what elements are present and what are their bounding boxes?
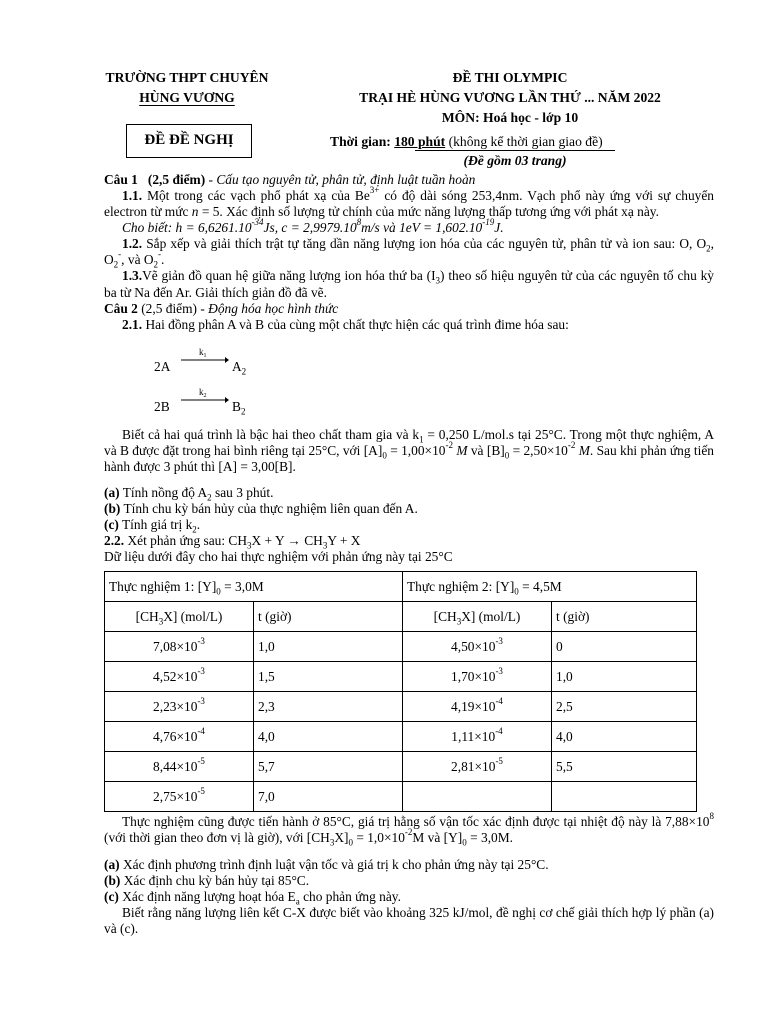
q2b-c-label: (c) <box>104 888 119 904</box>
table-row <box>105 752 697 782</box>
q2b-final: Biết rằng năng lượng liên kết C-X được biết vào khoảng 325 kJ/mol, đề nghị cơ chế giải thích hợp lý phần (a) và (c). <box>104 904 714 936</box>
given-a: Cho biết: h = 6,6261.10 <box>122 220 252 236</box>
time-note: (không kể thời gian giao đề) <box>448 134 603 149</box>
q2-c <box>104 517 714 533</box>
q2-paragraph <box>104 427 714 475</box>
o22-sup: - <box>158 249 162 260</box>
col-conc-2: $[CH_3X]$ (mol/L) <box>403 602 552 632</box>
q2-c-text: Tính giá trị k <box>118 517 193 533</box>
given-c: m/s và 1eV = 1,602.10 <box>361 220 483 236</box>
rx1-arrow-icon <box>179 345 229 367</box>
q1-p2-mid: , O <box>104 236 714 268</box>
i3-sub: 3 <box>435 276 441 287</box>
q2b-a-text: Xác định phương trình định luật vận tốc và giá trị k cho phản ứng này tại 25°C. <box>119 856 549 872</box>
q1-title: Câu 1 <box>104 172 138 187</box>
exp2-conc-cell: $4,50\times 10^{-3}$ <box>403 632 552 662</box>
time-label: Thời gian: <box>330 134 391 149</box>
school-line2: HÙNG VƯƠNG <box>139 90 235 105</box>
q2b-sup1: 8 <box>709 811 714 822</box>
q2-heading <box>104 301 714 317</box>
q2b-a-label: (a) <box>104 856 120 872</box>
q2-para-m2: M <box>575 442 590 458</box>
reaction-2 <box>154 381 714 421</box>
q1-p1-n: n <box>191 204 199 220</box>
o2m-sup: - <box>118 249 122 260</box>
exp1-conc-cell: $2,75\times 10^{-5}$ <box>105 782 254 812</box>
time-line <box>330 132 730 152</box>
q2-b-label: (b) <box>104 501 121 517</box>
q2b-sub3: 0 <box>462 838 467 849</box>
q1-part1 <box>104 185 714 220</box>
q2-a <box>104 485 714 501</box>
q2-para-f: . Sau khi phản ứng tiến hành được 3 phút thì [A] = 3,00[B]. <box>104 442 714 474</box>
q2-para-e: = 2,50×10 <box>509 442 568 458</box>
table-column-row <box>105 602 697 632</box>
q1-p2-label: 1.2. <box>122 236 143 252</box>
q2-a-text: Tính nồng độ A <box>119 485 208 501</box>
table-row <box>105 722 697 752</box>
q2b-a <box>104 857 714 873</box>
exp1-time-cell: 4,0 <box>254 722 403 752</box>
q2-b <box>104 501 714 517</box>
school-header <box>92 68 282 108</box>
q2b-para-b: (với thời gian theo đơn vị là giờ), với [CH <box>104 830 330 846</box>
q2-c-end: . <box>196 517 201 533</box>
q1-given <box>104 217 714 236</box>
q2-title: Câu 2 <box>104 300 138 316</box>
rx2-k: $k_2$ <box>199 386 207 399</box>
exp2-time-cell: 1,0 <box>552 662 697 692</box>
table-header-row <box>105 572 697 602</box>
kinetics-table <box>104 571 697 812</box>
exam-header <box>330 68 690 128</box>
q2-c-label: (c) <box>104 517 119 533</box>
q2-c-sub: 2 <box>192 524 197 535</box>
col-conc-1: $[CH_3X]$ (mol/L) <box>105 602 254 632</box>
q2-a-label: (a) <box>104 485 120 501</box>
q1-p1-label: 1.1. <box>122 188 143 204</box>
q1-p1-text: Một trong các vạch phổ phát xạ của Be <box>147 188 370 204</box>
exp2-conc-cell: $1,70\times 10^{-3}$ <box>403 662 552 692</box>
rx2-lhs: 2B <box>154 398 170 414</box>
q2-para-d: và [B] <box>467 442 505 458</box>
q1-p2-dot: . <box>161 252 165 268</box>
q2-para-m1: M <box>452 442 468 458</box>
q2b-para-a: Thực nghiệm cũng được tiến hành ở 85°C, giá trị hằng số vận tốc xác định được tại nhiệt độ này là 7,88×10 <box>122 814 710 830</box>
exam-body <box>104 172 714 937</box>
q1-part2 <box>104 236 714 271</box>
exp1-time-cell: 1,0 <box>254 632 403 662</box>
q2b-c-sub: a <box>295 896 300 907</box>
exp2-conc-cell: $1,11\times 10^{-4}$ <box>403 722 552 752</box>
q2b-sup2: -2 <box>404 827 413 838</box>
exp1-conc-cell: $4,76\times 10^{-4}$ <box>105 722 254 752</box>
q2b-sub2: 0 <box>348 838 353 849</box>
pages-note: (Đề gồm 03 trang) <box>415 150 615 171</box>
q1-p3-text: Vẽ giản đồ quan hệ giữa năng lượng ion hóa thứ ba (I <box>142 268 436 284</box>
q1-p3-text-b: ) theo số hiệu nguyên tử của các nguyên tố chu kỳ ba từ Na đến Ar. Giải thích giản đồ đã vẽ. <box>104 268 715 300</box>
given-sup3: -19 <box>482 217 495 228</box>
rx1-lhs: 2A <box>154 358 171 374</box>
exp2-conc-cell: $4,19\times 10^{-4}$ <box>403 692 552 722</box>
rx1-rhs: $A_2$ <box>232 358 247 377</box>
q2-para-b: = 0,250 L/mol.s tại 25°C. Trong một thực nghiệm, A và B được đặt trong hai bình riêng tại 25°C, với [A] <box>104 426 714 458</box>
exp2-header: Thực nghiệm 2: $[Y]_0 = 4,5M$ <box>403 572 697 602</box>
q1-p2-text: Sắp xếp và giải thích trật tự tăng dần năng lượng ion hóa của các nguyên tử, phân tử và ion sau: O, O <box>146 236 707 252</box>
q2-p2-label: 2.2. <box>104 533 125 549</box>
q2b-paragraph <box>104 811 714 849</box>
q2-p1-label: 2.1. <box>122 316 143 332</box>
exp1-time-cell: 5,7 <box>254 752 403 782</box>
q2b-b-text: Xác định chu kỳ bán hủy tại 85°C. <box>120 872 310 888</box>
exp2-time-cell: 5,5 <box>552 752 697 782</box>
ch3-sub2: 3 <box>322 540 328 551</box>
q2b-para-e: M và [Y] <box>412 830 463 846</box>
q2-p1-text: Hai đồng phân A và B của cùng một chất thực hiện các quá trình đime hóa sau: <box>145 316 569 332</box>
o2m-sub: 2 <box>113 260 119 271</box>
exp1-time-cell: 7,0 <box>254 782 403 812</box>
q2-p2-t3: Y + X <box>327 533 361 549</box>
a0-sub: 0 <box>382 450 387 461</box>
q2-part1 <box>104 317 714 333</box>
table-row <box>105 662 697 692</box>
q2-data-intro: Dữ liệu dưới đây cho hai thực nghiệm với phản ứng này tại 25°C <box>104 549 453 565</box>
q2b-sub1: 3 <box>329 838 335 849</box>
exam-title: ĐỀ THI OLYMPIC <box>452 70 568 85</box>
table-row <box>105 692 697 722</box>
exam-subtitle: TRẠI HÈ HÙNG VƯƠNG LẦN THỨ ... NĂM 2022 <box>359 90 661 105</box>
q2-points: (2,5 điểm) <box>141 300 197 316</box>
exp2-conc-cell <box>403 782 552 812</box>
time-value: 180 phút <box>394 134 446 149</box>
q1-p1-sup: 3+ <box>369 185 380 196</box>
q2b-para-c: X] <box>334 830 349 846</box>
q2-topic: - Động hóa học hình thức <box>200 300 339 316</box>
q2-a-end: sau 3 phút. <box>211 485 274 501</box>
q2-para-a: Biết cả hai quá trình là bậc hai theo chất tham gia và k <box>122 426 420 442</box>
q2b-c <box>104 889 714 905</box>
q2-para-sup2: -2 <box>567 439 576 450</box>
ch3-sub1: 3 <box>247 540 252 551</box>
exp2-conc-cell: $2,81\times 10^{-5}$ <box>403 752 552 782</box>
exp1-conc-cell: $8,44\times 10^{-5}$ <box>105 752 254 782</box>
reaction-1 <box>154 341 714 381</box>
exp2-time-cell: 4,0 <box>552 722 697 752</box>
q1-part3 <box>104 268 714 300</box>
q2b-c-text: Xác định năng lượng hoạt hóa E <box>118 888 296 904</box>
rx2-rhs: $B_2$ <box>232 398 246 417</box>
exp1-conc-cell: $4,52\times 10^{-3}$ <box>105 662 254 692</box>
school-line1: TRƯỜNG THPT CHUYÊN <box>105 70 269 85</box>
q1-points: (2,5 điểm) <box>147 172 206 187</box>
col-time-1: t (giờ) <box>254 602 403 632</box>
exp2-time-cell <box>552 782 697 812</box>
table-row <box>105 632 697 662</box>
rx1-k: $k_1$ <box>199 346 207 359</box>
q2b-para-f: = 3,0M. <box>466 830 513 846</box>
o22-sub: 2 <box>153 260 159 271</box>
given-d: J. <box>494 220 504 236</box>
exp1-conc-cell: $2,23\times 10^{-3}$ <box>105 692 254 722</box>
given-sup1: -34 <box>251 217 264 228</box>
q2b-para-d: = 1,0×10 <box>352 830 405 846</box>
q1-heading <box>104 172 714 188</box>
q2-p2-t2: X + Y → CH <box>251 533 323 549</box>
exam-subject: MÔN: Hoá học - lớp 10 <box>441 110 579 125</box>
q2-part2 <box>104 533 714 549</box>
exp2-time-cell: 0 <box>552 632 697 662</box>
proposed-box: ĐỀ ĐỀ NGHỊ <box>126 124 252 158</box>
given-b: Js, c = 2,9979.10 <box>263 220 357 236</box>
exp1-time-cell: 1,5 <box>254 662 403 692</box>
exp1-conc-cell: $7,08\times 10^{-3}$ <box>105 632 254 662</box>
q2b-b <box>104 873 714 889</box>
exp2-time-cell: 2,5 <box>552 692 697 722</box>
b0-sub: 0 <box>504 450 510 461</box>
exp1-header: Thực nghiệm 1: $[Y]_0 = 3,0M$ <box>105 572 403 602</box>
q2-p2-text: Xét phản ứng sau: CH <box>127 533 248 549</box>
q2-para-sup1: -2 <box>445 439 453 450</box>
q2-a-sub: 2 <box>207 492 212 503</box>
q2b-c-end: cho phản ứng này. <box>299 888 401 904</box>
q1-p3-label: 1.3. <box>122 268 143 284</box>
q1-p1-text-c: = 5. Xác định số lượng tử chính của mức năng lượng thấp tương ứng với phát xạ này. <box>198 204 659 220</box>
given-sup2: 8 <box>356 217 362 228</box>
q2-para-c: = 1,00×10 <box>386 442 446 458</box>
q2-b-text: Tính chu kỳ bán hủy của thực nghiệm liên quan đến A. <box>120 501 418 517</box>
exp1-time-cell: 2,3 <box>254 692 403 722</box>
table-row <box>105 782 697 812</box>
col-time-2: t (giờ) <box>552 602 697 632</box>
q1-topic: - Cấu tạo nguyên tử, phân tử, định luật tuần hoàn <box>208 172 476 187</box>
q1-p2-end: , và O <box>121 252 154 268</box>
o2-sub: 2 <box>706 243 711 254</box>
q2b-b-label: (b) <box>104 872 121 888</box>
rx2-arrow-icon <box>179 385 229 407</box>
k1-sub: 1 <box>419 434 424 445</box>
q1-p1-text-b: có độ dài sóng 253,4nm. Vạch phổ này ứng với sự chuyển electron từ mức <box>104 188 714 220</box>
